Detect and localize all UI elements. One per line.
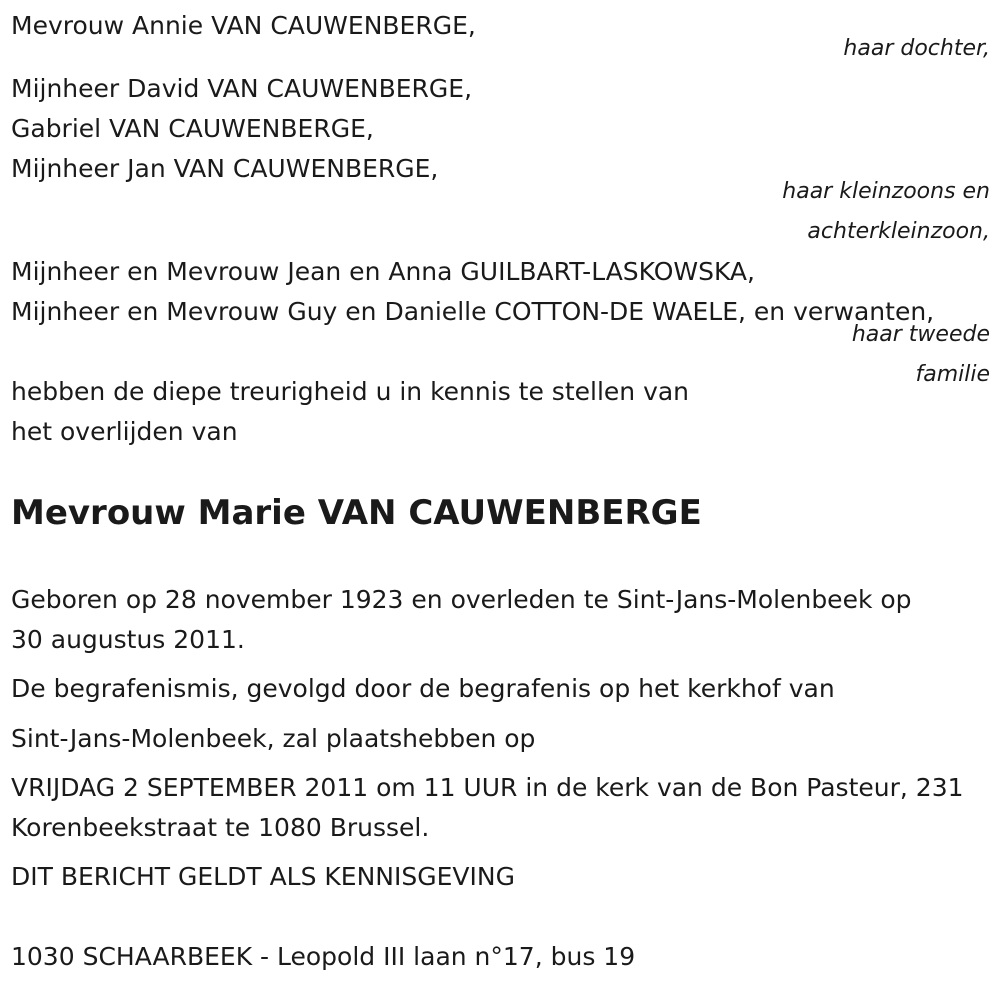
second-family-name: Mijnheer en Mevrouw Guy en Danielle COTTON-DE WAELE, en verwanten, [11, 297, 935, 326]
announcement-line: het overlijden van [11, 417, 238, 446]
birth-death-line: 30 augustus 2011. [11, 625, 245, 654]
service-line: VRIJDAG 2 SEPTEMBER 2011 om 11 UUR in de kerk van de Bon Pasteur, 231 [11, 773, 964, 802]
notice-line: DIT BERICHT GELDT ALS KENNISGEVING [11, 862, 515, 891]
grandchildren-role: haar kleinzoons en [782, 179, 990, 204]
second-family-name: Mijnheer en Mevrouw Jean en Anna GUILBART-LASKOWSKA, [11, 257, 755, 286]
deceased-name: Mevrouw Marie VAN CAUWENBERGE [11, 493, 702, 533]
address-line: 1030 SCHAARBEEK - Leopold III laan n°17, bus 19 [11, 942, 636, 971]
grandchild-name: Gabriel VAN CAUWENBERGE, [11, 114, 374, 143]
grandchildren-role: achterkleinzoon, [807, 219, 990, 244]
grandchild-name: Mijnheer Jan VAN CAUWENBERGE, [11, 154, 439, 183]
announcement-line: hebben de diepe treurigheid u in kennis te stellen van [11, 377, 690, 406]
birth-death-line: Geboren op 28 november 1923 en overleden te Sint-Jans-Molenbeek op [11, 585, 912, 614]
daughter-role: haar dochter, [843, 36, 990, 61]
service-line: Korenbeekstraat te 1080 Brussel. [11, 813, 430, 842]
second-family-role: haar tweede [851, 322, 990, 347]
funeral-line: Sint-Jans-Molenbeek, zal plaatshebben op [11, 724, 536, 753]
grandchild-name: Mijnheer David VAN CAUWENBERGE, [11, 74, 473, 103]
second-family-role: familie [915, 362, 990, 387]
funeral-line: De begrafenismis, gevolgd door de begrafenis op het kerkhof van [11, 674, 835, 703]
daughter-name: Mevrouw Annie VAN CAUWENBERGE, [11, 11, 476, 40]
